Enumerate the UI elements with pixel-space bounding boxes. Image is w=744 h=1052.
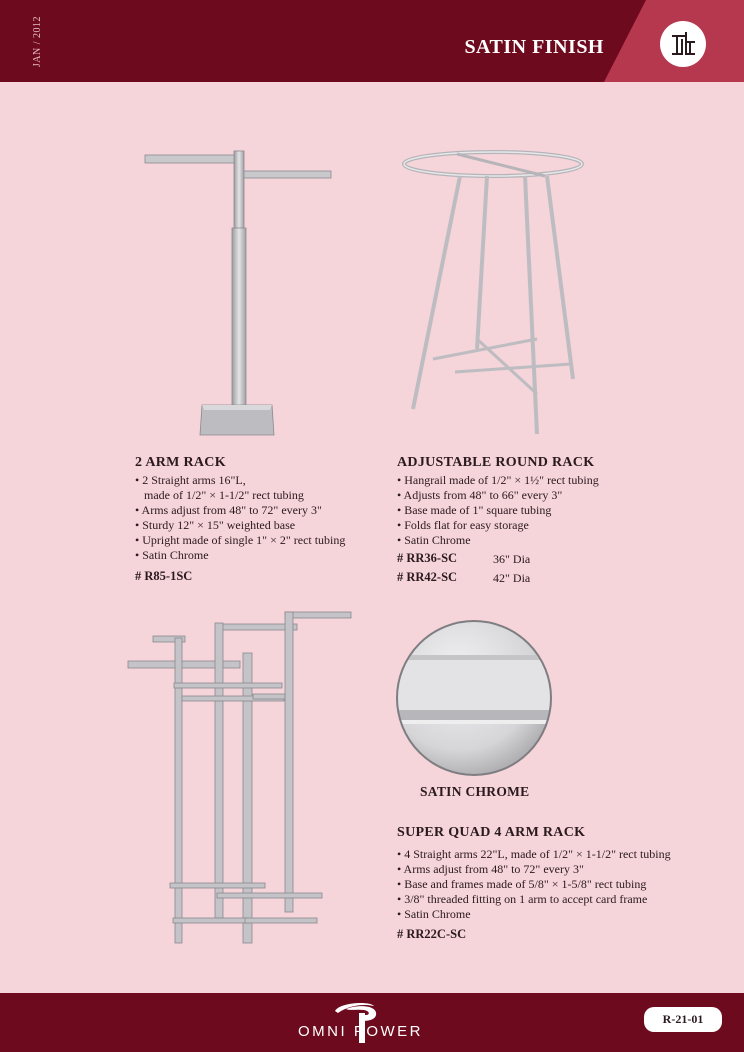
feature-item: • Base made of 1" square tubing — [397, 503, 552, 517]
brand-name: OMNI POWER — [298, 1023, 423, 1040]
feature-item: • Arms adjust from 48" to 72" every 3" — [135, 503, 322, 517]
feature-item: • Satin Chrome — [397, 533, 471, 547]
feature-item: made of 1/2" × 1-1/2" rect tubing — [135, 488, 304, 502]
omni-power-rack-logo-icon — [660, 21, 706, 67]
feature-item: • Sturdy 12" × 15" weighted base — [135, 518, 296, 532]
feature-item: • 2 Straight arms 16"L, — [135, 473, 246, 487]
feature-item: • 3/8" threaded fitting on 1 arm to accept card frame — [397, 892, 648, 906]
feature-item: • Upright made of single 1" × 2" rect tubing — [135, 533, 346, 547]
feature-item: • Arms adjust from 48" to 72" every 3" — [397, 862, 584, 876]
feature-item: • Base and frames made of 5/8" × 1-5/8" rect tubing — [397, 877, 647, 891]
round-rack-size-36: 36" Dia — [493, 552, 531, 566]
page-title: SATIN FINISH — [464, 36, 604, 58]
two-arm-rack-image — [140, 148, 340, 438]
round-rack-features — [397, 473, 599, 548]
round-rack-title: ADJUSTABLE ROUND RACK — [397, 455, 595, 470]
feature-item: • Satin Chrome — [397, 907, 471, 921]
swatch-caption: SATIN CHROME — [420, 784, 530, 799]
adjustable-round-rack-image — [395, 144, 595, 444]
round-rack-code-36: # RR36-SC — [397, 551, 458, 565]
feature-item: • Satin Chrome — [135, 548, 209, 562]
feature-item: • Folds flat for easy storage — [397, 518, 529, 532]
round-rack-code-42: # RR42-SC — [397, 570, 458, 584]
round-rack-size-42: 42" Dia — [493, 571, 531, 585]
two-arm-rack-features — [135, 473, 345, 563]
two-arm-rack-title: 2 ARM RACK — [135, 455, 226, 470]
super-quad-rack-code: # RR22C-SC — [397, 927, 467, 941]
feature-item: • Hangrail made of 1/2" × 1½" rect tubing — [397, 473, 599, 487]
feature-item: • Adjusts from 48" to 66" every 3" — [397, 488, 563, 502]
two-arm-rack-code: # R85-1SC — [135, 569, 193, 583]
page-code-badge: R-21-01 — [644, 1007, 722, 1032]
super-quad-rack-image — [125, 608, 355, 948]
super-quad-rack-title: SUPER QUAD 4 ARM RACK — [397, 825, 586, 840]
feature-item: • 4 Straight arms 22"L, made of 1/2" × 1-1/2" rect tubing — [397, 847, 671, 861]
super-quad-rack-features — [397, 847, 671, 922]
catalog-date: JAN / 2012 — [32, 16, 43, 68]
satin-chrome-swatch — [395, 619, 553, 777]
